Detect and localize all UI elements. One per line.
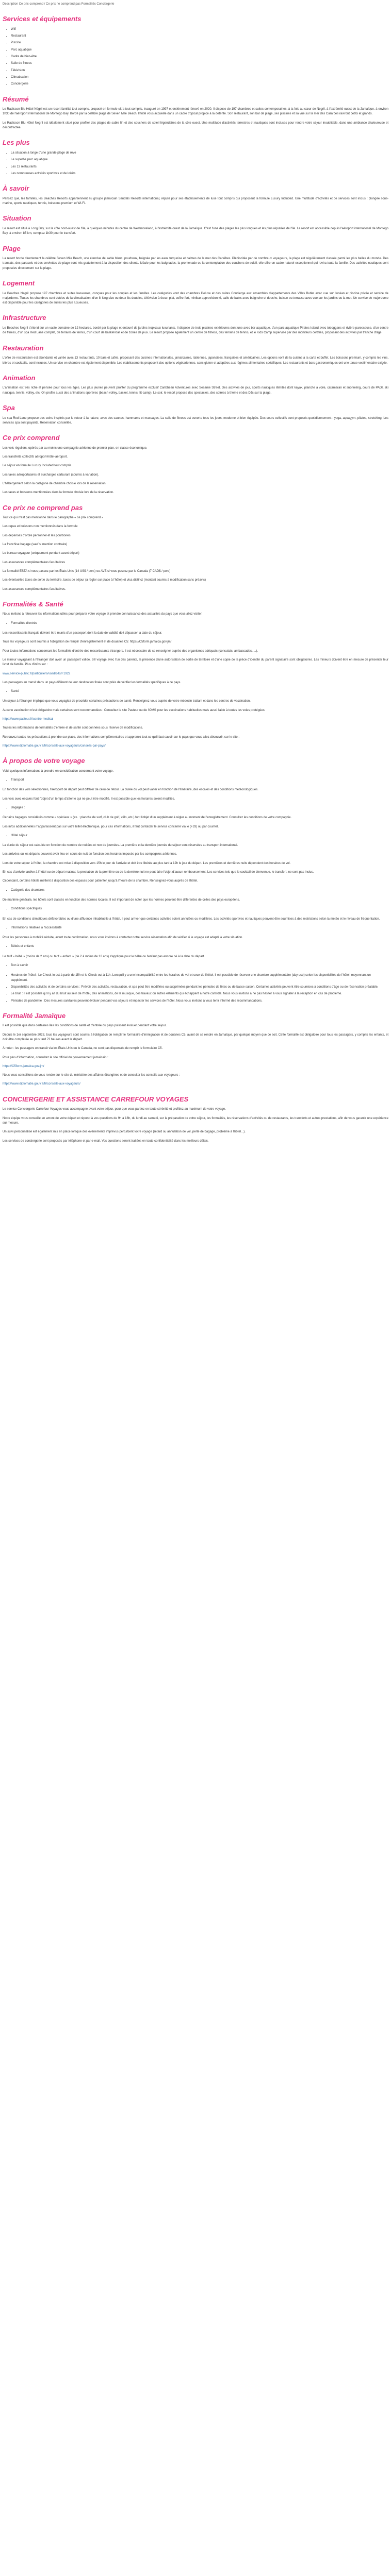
paragraph: Les éventuelles taxes de sortie du territoire, taxes de séjour (à régler sur place à l'hôtel) et visa distinct (montant soumis à modification sans préavis) (3, 579, 206, 582)
paragraph: Notre équipe vous conseille en amont de votre départ et répond à vos questions de 9h à 18h, du lundi au samedi, sur la préparation de votre séjour, les formalités, les réservations d'activités ou de restaurants, les transferts et autres prestations, afin de vous garantir une expérience sur mesure. (3, 1116, 388, 1125)
apropos-bul-4 (3, 944, 388, 949)
link[interactable]: https://www.pasteur.fr/centre-medical (3, 718, 54, 721)
paragraph: En cas d'arrivée tardive à l'hôtel ou de départ matinal, la prestation de la première ou de la dernière nuit ne peut faire l'objet d'aucun remboursement. Les services tels que le cocktail de bienvenue, le transfert, ne sont pas inclus. (3, 871, 314, 874)
paragraph: Le Beaches Negril s'étend sur un vaste domaine de 12 hectares, bordé par la plage et entouré de jardins tropicaux luxuriants. Il dispose de trois piscines extérieures dont une avec bar aquatique, d'un parc aquatique Pirates Island avec toboggans et rivière paresseuse, d'un centre de fitness, d'un spa Red Lane complet, de terrains de tennis, d'un court de basket-ball et de zones de jeux. Le resort propose également un centre de fitness, des terrains de tennis, et le Kids Camp supervisé par des moniteurs certifiés, proposant des activités par tranche d'âge. (3, 327, 388, 335)
apropos-bul-2 (3, 907, 388, 911)
paragraph: Le tarif « bébé » (moins de 2 ans) ou tarif « enfant » (de 2 à moins de 12 ans) s'applique pour le bébé ou l'enfant pas encore né à la date du départ. (3, 955, 205, 958)
spa-title: Spa (3, 404, 15, 412)
paragraph: L'animation est très riche et pensée pour tous les âges. Les plus jeunes peuvent profiter du programme exclusif Caribbean Adventures avec Sesame Street. Des activités de jour, sports nautiques illimités dont kayak, planche à voile, catamaran et snorkeling, cours de PADI, ski nautique, tennis, volley, etc. On profite aussi des animations sportives (beach volley, basket, tennis, fit-camp). Le soir, le resort propose des spectacles, des soirées à thème et des DJs sur la plage. (3, 386, 388, 395)
list-item: • Parc aquatique (11, 48, 388, 53)
paragraph: Les assurances complémentaires facultatives. (3, 587, 66, 591)
paragraph: Les taxes et boissons mentionnées dans la formule choisie lors de la réservation. (3, 491, 114, 495)
list-item: • Le superbe parc aquatique (11, 158, 388, 162)
paragraph: Un séjour à l'étranger implique que vous voyagiez de procéder certaines précautions de santé. Renseignez-vous auprès de votre médecin traitant et dans les centres de vaccination. (3, 700, 251, 703)
apropos-sub-list (3, 778, 388, 783)
paragraph: Les repas et boissons non mentionnés dans la formule (3, 525, 78, 529)
paragraph: La durée du séjour est calculée en fonction du nombre de nuitées et non de journées. La première et la dernière journée du séjour sont réservées au transport international. (3, 844, 238, 848)
apropos-sub-list-3 (3, 963, 388, 968)
paragraph: Un suivi personnalisé est également mis en place lorsque des événements imprévus perturbent votre voyage (retard ou annulation de vol, perte de bagage, problème à l'hôtel...). (3, 1130, 246, 1134)
list-item: • Conciergerie (11, 82, 388, 87)
list-item: • Climatisation (11, 75, 388, 80)
infrastructure-title: Infrastructure (3, 314, 46, 322)
list-item: • La situation à longe d'une grande plage de rêve (11, 151, 388, 156)
paragraph: Le mineur voyageant à l'étranger doit avoir un passeport valide. S'il voyage avec l'un des parents, la présence d'une autorisation de sortie de territoire et d'une copie de la pièce d'identité du parent signataire sont obligatoires. Les mineurs doivent être en mesure de présenter leur livret de famille. Plus d'infos sur : (3, 658, 388, 667)
link[interactable]: www.service-public.fr/particuliers/vosdroits/F1922 (3, 672, 71, 675)
paragraph: Toutes les informations de formalités d'entrée et de santé sont données sous réserve de modifications. (3, 726, 143, 730)
list-item: • Horaires de l'hôtel : Le Check-in est à partir de 15h et le Check-out à 11h. Lorsqu'il y a une incompatibilité entre les horaires de vol et ceux de l'hôtel, il est possible de réserver une chambre supplémentaire (day use) selon les disponibilités de l'hôtel, moyennant un supplément. (11, 973, 388, 983)
paragraph: En cas de conditions climatiques défavorables ou d'une affluence inhabituelle à l'hôtel, il peut arriver que certaines activités soient annulées ou modifiées. Les activités sportives et nautiques peuvent être soumises à des restrictions selon la météo et le niveau de fréquentation. (3, 917, 380, 921)
resume-title: Résumé (3, 95, 29, 103)
paragraph: La resort borde directement la célèbre Seven Mile Beach, une étendue de sable blanc, poudreux, baignée par les eaux turquoise et calmes de la mer des Caraïbes. Plébiscitée par de nombreux voyageurs, la plage est régulièrement classée parmi les plus belles du monde. Des transats, des parasols et des serviettes de plage sont mis gratuitement à la disposition des clients. Idéale pour les baignades, la promenade ou la contemplation des couchers de soleil, elle offre un cadre naturel exceptionnel qui ravira toute la famille. Des activités nautiques sont proposées directement sur la plage. (3, 257, 388, 270)
subheading: • Santé (11, 689, 388, 694)
paragraph: En fonction des vols sélectionnés, l'aéroport de départ peut différer de celui de retour. La durée du vol peut varier en fonction de l'itinéraire, des escales et des conditions météorologiques. (3, 788, 258, 792)
paragraph: Les transferts collectifs aéroport-hôtel-aéroport. (3, 455, 68, 459)
paragraph: La franchise bagage (sauf si mention contraire) (3, 543, 68, 547)
paragraph: Pensez que, les familles, les Beaches Resorts appartiennent au groupe jamaïcain Sandals Resorts international, réputé pour ses établissements de luxe tout compris qui proposent la formule Luxury Included. Une multitude d'activités et de services sont inclus : plongée sous-marine, sports nautiques, tennis, boissons premium et Wi-Fi. (3, 197, 388, 206)
link[interactable]: https://www.diplomatie.gouv.fr/fr/conseils-aux-voyageurs/conseils-par-pays/ (3, 744, 106, 748)
list-item: • Les nombreuses activités sportives et de loisirs (11, 172, 388, 176)
paragraph: Depuis le 1er septembre 2023, tous les voyageurs sont soumis à l'obligation de remplir le formulaire d'immigration et de douanes C5, avant de se rendre en Jamaïque, par quelque moyen que ce soit. Cette formalité est obligatoire pour tous les passagers, y compris les enfants, et doit être complétée au plus tard 72 heures avant le départ. (3, 1033, 388, 1041)
prix-comprend-title: Ce prix comprend (3, 434, 60, 442)
paragraph: Les services de conciergerie sont proposés par téléphone et par e-mail. Vos questions seront traitées en toute confidentialité dans les meilleurs délais. (3, 1139, 209, 1143)
paragraph: Certains bagages considérés comme « spéciaux » (ex. : planche de surf, club de golf, vélo, etc.) font l'objet d'un supplément à régler au moment de l'enregistrement. Consultez les conditions de votre compagnie. (3, 816, 292, 820)
list-item: • Piscine (11, 41, 388, 45)
list-item: • Catégorie des chambres (11, 888, 388, 893)
paragraph: Pour les personnes à mobilité réduite, avant toute confirmation, nous vous invitons à contacter notre service réservation afin de vérifier si le voyage est adapté à votre situation. (3, 936, 243, 940)
subheading: • Formalités d'entrée (11, 621, 388, 626)
paragraph: Pour toutes informations concernant les formalités d'entrée des ressortissants étrangers, il est nécessaire de se renseigner auprès des organismes adéquats (consulats, ambassades, ...). (3, 649, 258, 653)
services-title: Services et équipements (3, 15, 82, 23)
formalites-sub-list (3, 621, 388, 626)
list-item: • Restaurant (11, 34, 388, 39)
paragraph: Aucune vaccination n'est obligatoire mais certaines sont recommandées : Consultez le site Pasteur ou de l'OMS pour les vaccinations habituelles mais aussi l'aide à toutes les voies protégées. (3, 708, 266, 712)
paragraph: Les passagers en transit dans un pays différent de leur destination finale sont priés de vérifier les formalités spécifiques à ce pays. (3, 681, 182, 684)
paragraph: Les dépenses d'ordre personnel et les pourboires (3, 534, 71, 537)
paragraph: Le spa Red Lane propose des soins inspirés par le retour à la nature, avec des saunas, hammams et massages. La salle de fitness est ouverte tous les jours, moderne et bien équipée. Des cours collectifs sont proposés quotidiennement : yoga, aquagym, pilates, stretching. Les services spa sont payants. Réservation conseillée. (3, 416, 388, 425)
plage-title: Plage (3, 244, 21, 252)
list-item: • Télévision (11, 69, 388, 73)
paragraph: Les vols réguliers, opérés par au moins une compagnie aérienne de premier plan, en classe économique. (3, 446, 148, 450)
list-item: • Bébés et enfants (11, 944, 388, 949)
apropos-bon-a-savoir-list (3, 973, 388, 1003)
apropos-bul-1 (3, 888, 388, 893)
conciergerie-title: CONCIERGERIE ET ASSISTANCE CARREFOUR VOYAGES (3, 1095, 189, 1103)
paragraph: Les assurances complémentaires facultatives (3, 561, 66, 564)
apropos-sub-list-2 (3, 834, 388, 838)
apropos-bul-list (3, 806, 388, 810)
paragraph: Les arrivées ou les départs peuvent avoir lieu en cours de nuit en fonction des horaires imposés par les compagnies aériennes. (3, 853, 177, 856)
paragraph: Lors de votre séjour à l'hôtel, la chambre est mise à disposition vers 15h le jour de l'arrivée et doit être libérée au plus tard à 12h le jour du départ. Les premières et dernières nuits dépendent des horaires de vol. (3, 861, 291, 865)
paragraph: De manière générale, les hôtels sont classés en fonction des normes locales. Il est important de noter que les normes peuvent être différentes de celles des pays européens. (3, 898, 240, 902)
paragraph: Le séjour en formule Luxury Included tout compris. (3, 464, 72, 468)
paragraph: L'hébergement selon la catégorie de chambre choisie lors de la réservation. (3, 482, 107, 485)
paragraph: Pour plus d'information, consultez le site officiel du gouvernement jamaïcain : (3, 1056, 108, 1059)
link[interactable]: https://C5form.jamaica.gov.jm/ (3, 1064, 44, 1068)
paragraph: La formalité ESTA si vous passez par les États-Unis (14 US$ / pers) ou AVE si vous passez par le Canada (7 CAD$ / pers) (3, 569, 171, 573)
animation-title: Animation (3, 374, 36, 382)
situation-title: Situation (3, 214, 31, 223)
paragraph: Le resort est situé à Long Bay, sur la côte nord-ouest de l'île, à quelques minutes du centre de Westmoreland, à l'extrémité ouest de la Jamaïque. C'est l'une des plages les plus longues et les plus réputées de l'île. Le resort est accessible depuis l'aéroport international de Montego Bay, à environ 85 km, comptez 1h30 pour le transfert. (3, 227, 388, 235)
apropos-title: À propos de votre voyage (3, 757, 85, 765)
list-item: • Salle de fitness (11, 61, 388, 66)
paragraph: Retrouvez toutes les précautions à prendre sur place, des informations complémentaires et apprenez tout ce qu'il faut savoir sur le pays que vous allez découvrir, sur le site : (3, 735, 240, 739)
plus-title: Les plus (3, 139, 30, 147)
paragraph: Tout ce qui n'est pas mentionné dans le paragraphe « ce prix comprend » (3, 516, 104, 520)
link[interactable]: https://www.diplomatie.gouv.fr/fr/conseils-aux-voyageurs/ (3, 1082, 80, 1086)
paragraph: Le bureau voyageur (uniquement pendant avant départ) (3, 552, 79, 555)
subheading: • Transport (11, 778, 388, 783)
paragraph: À noter : les passagers en transit via les États-Unis ou le Canada, ne sont pas dispensés de remplir le formulaire C5. (3, 1047, 163, 1050)
paragraph: Le Radisson Blu Hôtel Negril est idéalement situé pour profiter des plages de sable fin et des couchers de soleil légendaires de la côte ouest. Une multitude d'activités terrestres et nautiques sont incluses pour rendre votre séjour inoubliable, dans une ambiance chaleureuse et décontractée. (3, 121, 388, 130)
list-item: • Périodes de pandémie : Des mesures sanitaires peuvent évoluer pendant vos séjours et impacter les services de l'hôtel. Nous vous invitons à vous tenir informé des recommandations. (11, 999, 388, 1004)
formalite-jamaique-title: Formalité Jamaïque (3, 1011, 66, 1020)
paragraph: Les infos additionnelles n'apparaissent pas sur votre billet électronique, pour ces informations, il faut contacter le service concerné via le (+33) ou par courriel. (3, 825, 219, 828)
restauration-title: Restauration (3, 344, 44, 352)
list-item: • Conditions spécifiques (11, 907, 388, 911)
list-item: • Wifi (11, 27, 388, 32)
paragraph: Le service Conciergerie Carrefour Voyages vous accompagne avant votre séjour, pour que vous partiez en toute sérénité et profitiez au maximum de votre voyage. (3, 1108, 226, 1111)
paragraph: Les vols avec escales font l'objet d'un temps d'attente qui ne peut être modifié. Il est possible que les horaires soient modifiés. (3, 797, 175, 801)
subheading: • Hôtel séjour (11, 834, 388, 838)
list-item: • Les 13 restaurants (11, 165, 388, 170)
list-item: • Cadre de bien-être (11, 55, 388, 59)
intro-note: Description Ce prix comprend / Ce prix ne comprend pas Formalités Conciergerie (3, 3, 115, 6)
paragraph: Les taxes aéroportuaires et surcharges carburant (soumis à variation). (3, 473, 99, 477)
apropos-bul-3 (3, 926, 388, 930)
prix-pas-title: Ce prix ne comprend pas (3, 503, 83, 512)
paragraph: Nous vous conseillons de vous rendre sur le site du ministère des affaires étrangères et de consulter les conseils aux voyageurs : (3, 1074, 180, 1077)
list-item: • Informations relatives à l'accessibilité (11, 926, 388, 930)
paragraph: Il est possible que dans certaines îles les conditions de santé et d'entrée du pays puissent évoluer pendant votre séjour. (3, 1024, 167, 1028)
advisor-title: À savoir (3, 184, 29, 193)
paragraph: Voici quelques informations à prendre en considération concernant votre voyage. (3, 769, 114, 773)
list-item: • Disponibilités des activités et de certains services : Prévoir des activités, restauration, et spa peut être modifiées ou supprimées pendant les périodes de fêtes ou de basse saison. Certaines activités peuvent être soumises à conditions d'âge ou de réservation préalable. (11, 985, 388, 990)
paragraph: Cependant, certains hôtels mettent à disposition des espaces pour patienter jusqu'à l'heure de la chambre. Renseignez-vous auprès de l'hôtel. (3, 879, 198, 883)
logement-title: Logement (3, 279, 35, 287)
formalites-sub-list-2 (3, 689, 388, 694)
services-list (3, 27, 388, 87)
list-item: • Le bruit : il est possible qu'il y ait du bruit au sein de l'hôtel, des animations, de la musique, des travaux ou autres éléments qui échappent à notre contrôle. Nous vous invitons à ne pas hésiter à vous signaler à la réception en cas de problème. (11, 992, 388, 996)
formalites-title: Formalités & Santé (3, 600, 63, 608)
list-item: • Bagages : (11, 806, 388, 810)
paragraph: L'offre de restauration est abondante et variée avec 13 restaurants, 10 bars et cafés, proposant des cuisines internationales, jamaïcaines, italiennes, japonaises, françaises et américaines. Les options vont de la cuisine à la carte et buffet. Les boissons premium, y compris les vins, bières et cocktails, sont incluses. Un service en chambre est également disponible. Les établissements proposent des options végétariennes, sans gluten et adaptées aux régimes alimentaires spécifiques. Les restaurants et bars gastronomiques ont une tenue vestimentaire exigée. (3, 357, 388, 365)
paragraph: Les ressortissants français doivent être munis d'un passeport dont la date de validité doit dépasser la date du séjour. (3, 632, 162, 635)
subheading: • Bon à savoir (11, 963, 388, 968)
paragraph: Nous invitons à retrouver les informations utiles pour préparer votre voyage et prendre connaissance des actualités du pays que vous allez visiter. (3, 613, 203, 616)
paragraph: Le Beaches Negril propose 197 chambres et suites luxueuses, conçues pour les couples et les familles. Les catégories vont des chambres Deluxe et des suites Concierge aux ensembles d'appartements des Villas Butler avec vue sur l'océan et piscine privée et service de majordome. Toutes les chambres sont dotées de la climatisation, d'un lit king size ou deux lits doubles, télévision à écran plat, coffre-fort, minibar approvisionné, salle de bains avec baignoire et douche, balcon ou terrasse avec vue sur les jardins ou la mer. Un service de majordome est disponible pour les catégories de suites les plus luxueuses. (3, 292, 388, 305)
paragraph: Tous les voyageurs sont soumis à l'obligation de remplir d'enregistrement et de douanes C5: https://C5form.jamaica.gov.jm/ (3, 640, 172, 644)
paragraph: Le Radisson Blu Hôtel Nègril est un resort familial tout compris, proposé en formule ultra tout compris, inauguré en 1997 et entièrement rénové en 2020. Il dispose de 197 chambres et suites contemporaines, à la fois au cœur de Negril, à l'extrémité ouest de la Jamaïque, à environ 1h30 de l'aéroport international de Montego Bay. Bordé par la célèbre plage de Seven Mile Beach, l'hôtel vous accueille dans un cadre tropical propice à la détente. Son restaurant, son bar de plage, ses piscines et sa vue sur la mer des Caraïbes raviront petits et grands. (3, 108, 388, 116)
plus-list (3, 151, 388, 176)
